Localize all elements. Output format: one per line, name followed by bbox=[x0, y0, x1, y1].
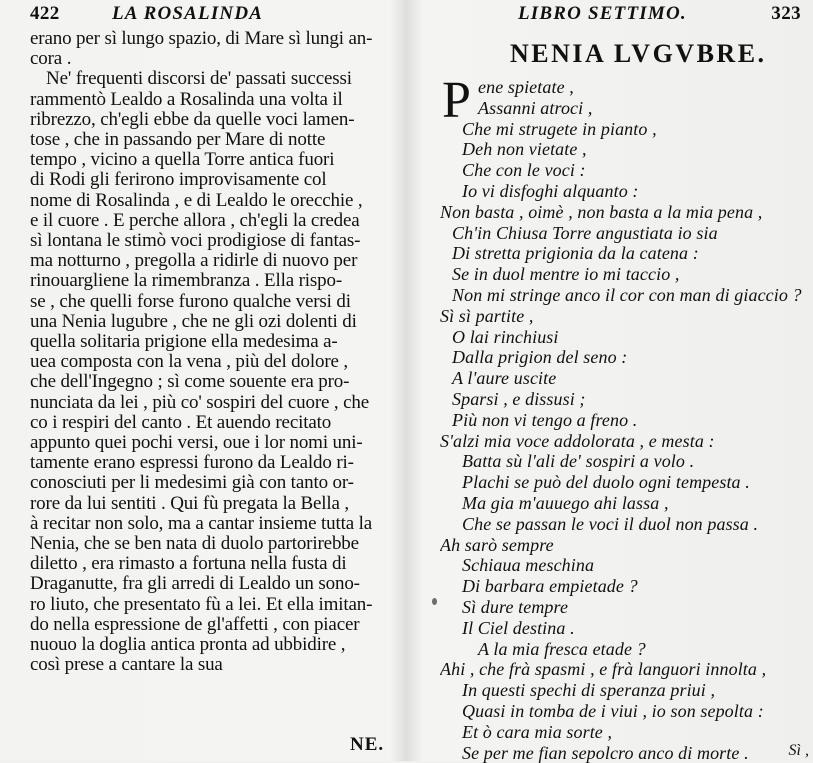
poem-line: Il Ciel destina . bbox=[440, 618, 813, 639]
poem-line: Ah sarò sempre bbox=[440, 535, 801, 556]
text-line: di Rodi gli ferirono improvisamente col bbox=[30, 170, 402, 190]
poem-line: Di stretta prigionia da la catena : bbox=[440, 243, 813, 264]
poem-line: O lai rinchiusi bbox=[440, 327, 813, 348]
right-running-title: LIBRO SETTIMO. bbox=[518, 3, 687, 25]
text-line: erano per sì lungo spazio, di Mare sì lungi an- bbox=[30, 29, 402, 49]
text-line: do nella espressione de gl'affetti , con piacer bbox=[30, 615, 402, 635]
text-line: à recitar non solo, ma a cantar insieme tutta la bbox=[30, 514, 402, 534]
poem-line: Quasi in tomba de i viui , io son sepolta : bbox=[440, 701, 813, 722]
text-line: uea composta con la vena , più del dolore , bbox=[30, 352, 402, 372]
drop-cap: P bbox=[442, 77, 476, 125]
poem-line: Deh non vietate , bbox=[440, 139, 813, 160]
right-running-head bbox=[440, 3, 801, 27]
text-line: sì lontana le stimò voci prodigiose di fantas- bbox=[30, 231, 402, 251]
poem-line: Se in duol mentre io mi taccio , bbox=[440, 264, 813, 285]
poem-line: Più non vi tengo a freno . bbox=[440, 410, 813, 431]
right-corner-word: Sì , bbox=[789, 742, 809, 760]
text-line: nome di Rosalinda , e di Lealdo le orecchie , bbox=[30, 191, 402, 211]
text-line: quella solitaria prigione ella medesima a- bbox=[30, 332, 402, 352]
text-line: ma notturno , pregolla a ridirle di nuovo per bbox=[30, 251, 402, 271]
text-line: nuouo la doglia antica pronta ad ubbidire , bbox=[30, 635, 402, 655]
poem-line: Schiaua meschina bbox=[440, 555, 813, 576]
poem-line: Sì dure tempre bbox=[440, 597, 813, 618]
left-running-head bbox=[30, 3, 412, 27]
poem-line: Di barbara empietade ? bbox=[440, 576, 813, 597]
poem-line: Batta sù l'ali de' sospiri a volo . bbox=[440, 451, 813, 472]
text-line: così prese a cantare la sua bbox=[30, 655, 402, 675]
poem-title: NENIA LVGVBRE. bbox=[510, 39, 801, 69]
poem-line: Che mi strugete in pianto , bbox=[440, 119, 813, 140]
poem-line: Sparsi , e dissusi ; bbox=[440, 389, 813, 410]
poem-line: Sì sì partite , bbox=[440, 306, 801, 327]
text-line: co i respiri del canto . Et auendo recitato bbox=[30, 413, 402, 433]
poem-line: Non mi stringe anco il cor con man di giaccio ? bbox=[440, 285, 813, 306]
poem-line: A la mia fresca etade ? bbox=[440, 639, 813, 660]
text-line: conosciuti per li medesimi già con tanto or- bbox=[30, 473, 402, 493]
left-page-number: 422 bbox=[30, 3, 60, 25]
text-line: tamente erano espressi furono da Lealdo ri- bbox=[30, 453, 402, 473]
left-catchword: NE. bbox=[350, 734, 384, 756]
text-line: tempo , vicino a quella Torre antica fuori bbox=[30, 150, 402, 170]
text-line: Nenia, che se ben nata di duolo partorirebbe bbox=[30, 534, 402, 554]
text-line: rinouargliene la rimembranza . Ella rispo- bbox=[30, 271, 402, 291]
left-running-title: LA ROSALINDA bbox=[112, 3, 263, 25]
poem-line: In questi spechi di speranza priui , bbox=[440, 680, 813, 701]
text-line: rore da lui sentiti . Qui fù pregata la Bella , bbox=[30, 494, 402, 514]
text-line: cora . bbox=[30, 49, 402, 69]
poem-line: Io vi disfoghi alquanto : bbox=[440, 181, 813, 202]
poem-line: S'alzi mia voce addolorata , e mesta : bbox=[440, 431, 801, 452]
text-line: se , che quelli forse furono qualche versi di bbox=[30, 292, 402, 312]
poem-line: Che con le voci : bbox=[440, 160, 813, 181]
text-line: nunciata da lei , più co' sospiri del cuore , che bbox=[30, 393, 402, 413]
text-line: Draganutte, fra gli arredi di Lealdo un sono- bbox=[30, 574, 402, 594]
poem-line: Se per me fian sepolcro anco di morte . bbox=[440, 743, 813, 763]
text-line: e il cuore . E perche allora , ch'egli la credea bbox=[30, 211, 402, 231]
text-line: ribrezzo, ch'egli ebbe da quelle voci lamen- bbox=[30, 110, 402, 130]
poem-line: ene spietate , bbox=[440, 77, 813, 98]
poem-line: Dalla prigion del seno : bbox=[440, 347, 813, 368]
text-line: una Nenia lugubre , che ne gli ozi dolenti di bbox=[30, 312, 402, 332]
poem-line: Che se passan le voci il duol non passa . bbox=[440, 514, 813, 535]
poem-line: Ch'in Chiusa Torre angustiata io sia bbox=[440, 223, 813, 244]
poem-line: Plachi se può del duolo ogni tempesta . bbox=[440, 472, 813, 493]
text-line: diletto , era rimasto a fortuna nella fusta di bbox=[30, 554, 402, 574]
text-line: rammentò Lealdo a Rosalinda una volta il bbox=[30, 90, 402, 110]
text-line: ro liuto, che presentato fù a lei. Et ella imitan- bbox=[30, 595, 402, 615]
poem-line: Ma gia m'auuego ahi lassa , bbox=[440, 493, 813, 514]
text-line: appunto quei pochi versi, oue i lor nomi uni- bbox=[30, 433, 402, 453]
poem-block bbox=[440, 77, 801, 763]
poem-line: Non basta , oimè , non basta a la mia pena , bbox=[440, 202, 801, 223]
text-line: che dell'Ingegno ; sì come souente era pro- bbox=[30, 372, 402, 392]
poem-line: Et ò cara mia sorte , bbox=[440, 722, 813, 743]
right-page bbox=[426, 0, 813, 761]
right-page-number: 323 bbox=[771, 3, 801, 25]
text-line: Ne' frequenti discorsi de' passati successi bbox=[30, 69, 418, 89]
poem-line: Assanni atroci , bbox=[440, 98, 813, 119]
left-text-block bbox=[30, 29, 412, 676]
poem-line: A l'aure uscite bbox=[440, 368, 813, 389]
text-line: tose , che in passando per Mare di notte bbox=[30, 130, 402, 150]
poem-line: Ahi , che frà spasmi , e frà languori innolta , bbox=[440, 659, 801, 680]
